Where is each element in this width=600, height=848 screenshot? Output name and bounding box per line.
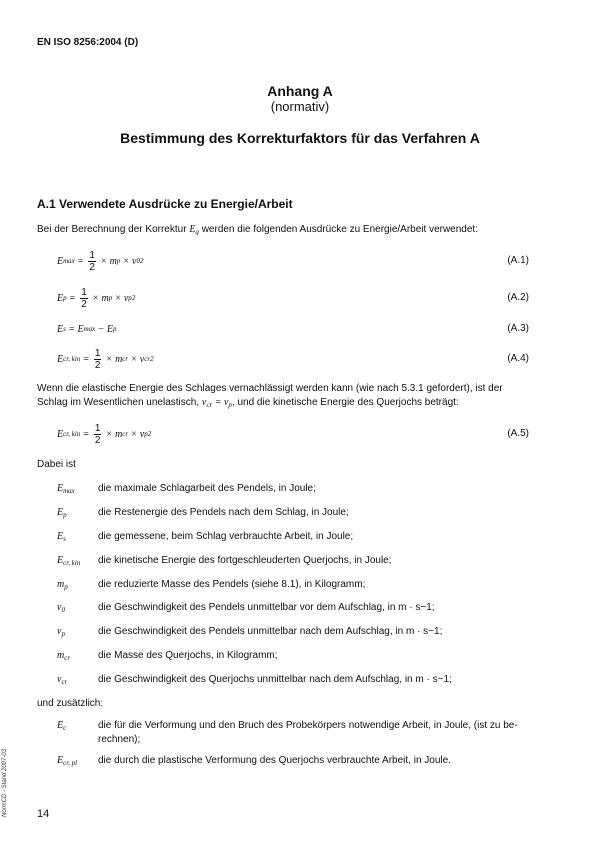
legend-symbol: $E_c$ — [57, 720, 67, 732]
equation-number: (A.1) — [507, 255, 529, 266]
legend-symbol: $E_s$ — [57, 531, 66, 543]
equation-expression: E p = $\frac{1}{2}$ × m p × v p 2 — [57, 286, 136, 310]
document-id: EN ISO 8256:2004 (D) — [37, 37, 139, 48]
annex-title: Anhang A — [267, 83, 333, 99]
elastic-paragraph: Wenn die elastische Energie des Schlages vernachlässigt werden kann (wie nach 5.3.1 gefordert), ist der Schlag im Wesentlichen unelastisch, $v_{cr} = v_p$, und die kinetische Energie des Querjochs beträgt: — [37, 383, 503, 409]
equation-a4 — [57, 346, 527, 372]
section-title: A.1 Verwendete Ausdrücke zu Energie/Arbeit — [37, 197, 293, 211]
equation-a3 — [57, 316, 527, 342]
legend-symbol: $v_0$ — [57, 602, 65, 614]
equation-expression: E s = E max − E p — [57, 323, 117, 335]
equation-a5 — [57, 421, 527, 447]
equation-expression: E max = $\frac{1}{2}$ × m p × v 0 2 — [57, 249, 144, 273]
legend-symbol: $E_{cr, pl}$ — [57, 755, 78, 767]
legend-symbol: $E_{max}$ — [57, 483, 75, 495]
equation-number: (A.2) — [507, 292, 529, 303]
legend-symbol: $m_{cr}$ — [57, 650, 71, 662]
equation-number: (A.3) — [507, 323, 529, 334]
annex-subtitle: (normativ) — [270, 99, 330, 114]
intro-paragraph: Bei der Berechnung der Korrektur $E_q$ werden die folgenden Ausdrücke zu Energie/Arbeit verwendet: — [37, 224, 478, 236]
legend-symbol: $E_{cr, kin}$ — [57, 555, 81, 567]
equation-number: (A.5) — [507, 428, 529, 439]
symbol-eq: $E_q$ — [189, 224, 199, 236]
annex-heading: Bestimmung des Korrekturfaktors für das Verfahren A — [120, 130, 480, 146]
equation-number: (A.4) — [507, 353, 529, 364]
zusaetzlich-label: und zusätzlich: — [37, 698, 104, 709]
page-number: 14 — [37, 808, 50, 820]
equation-expression: E cr, kin = $\frac{1}{2}$ × m cr × v p 2 — [57, 422, 152, 446]
equation-a2 — [57, 285, 527, 311]
equation-a1 — [57, 248, 527, 274]
document-page: EN ISO 8256:2004 (D) Anhang A (normativ) Bestimmung des Korrekturfaktors für das Verfahren A A.1 Verwendete Ausdrücke zu Energie/Arbeit Bei der Berechnung der Korrektur $E_q$ werden die folgenden Ausdrücke zu Energie/Arbeit verwendet: E max = $\frac{1}{2}$ × m p × v 0 2 (A.1) E p = $\frac{1}{2}$ × m p × v p 2 (A.2) E s = E max − E p (A.3) E cr, kin = $\frac{1}{2}$ × m cr × v cr 2 (A.4) Wenn die elastische Energie des Schlages vernachlässigt werden kann (wie nach 5.3.1 gefordert), ist der Schlag im Wesentlichen unelastisch, $v_{cr} = v_p$, und die kinetische Energie des Querjochs beträgt: E cr, kin = $\frac{1}{2}$ × m cr × v p 2 (A.5) Dabei ist $E_{max}$ die maximale Schlagarbeit des Pendels, in Joule; $E_p$ die Restenergie des Pendels nach dem Schlag, in Joule; $E_s$ die gemessene, beim Schlag verbrauchte Arbeit, in Joule; $E_{cr, kin}$ die kinetische Energie des fortgeschleuderten Querjochs, in Joule; $m_p$ die reduzierte Masse des Pendels (siehe 8.1), in Kilogramm; $v_0$ die Geschwindigkeit des Pendels unmittelbar vor dem Aufschlag, in m · s−1; $v_p$ die Geschwindigkeit des Pendels unmittelbar nach dem Aufschlag, in m · s−1; $m_{cr}$ die Masse des Querjochs, in Kilogramm; $v_{cr}$ die Geschwindigkeit des Querjochs unmittelbar nach dem Aufschlag, in m · s−1; und zusätzlich: $E_c$ die für die Verformung und den Bruch des Probekörpers notwendige Arbeit, in Joule, (ist zu be- rechnen); $E_{cr, pl}$ die durch die plastische Verformung des Querjochs verbrauchte Arbeit, in Joule. NormCD - Stand 2007-03 14 — [0, 0, 600, 848]
legend-symbol: $E_p$ — [57, 507, 67, 519]
legend-symbol: $v_p$ — [57, 626, 65, 638]
legend-symbol: $m_p$ — [57, 579, 68, 591]
legend-symbol: $v_{cr}$ — [57, 674, 68, 686]
side-watermark: NormCD - Stand 2007-03 — [2, 748, 8, 817]
dabei-label: Dabei ist — [37, 459, 76, 470]
symbol-vcr-eq-vp: $v_{cr} = v_p$ — [201, 397, 232, 409]
equation-expression: E cr, kin = $\frac{1}{2}$ × m cr × v cr 2 — [57, 347, 154, 371]
